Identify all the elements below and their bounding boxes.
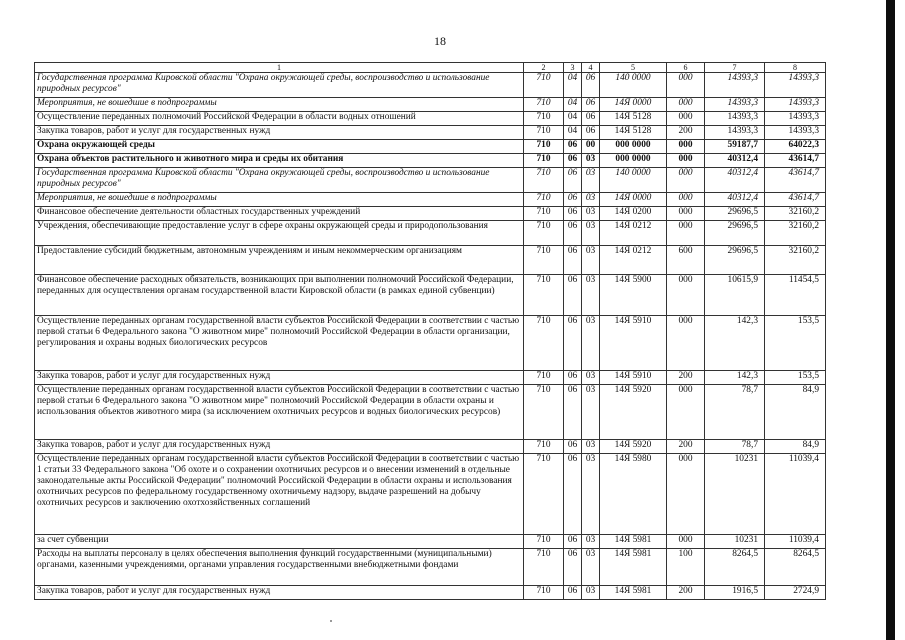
row-amount-year1-cell: 8264,5 (705, 549, 765, 586)
row-expense-type-cell: 000 (667, 535, 705, 549)
table-row (35, 73, 826, 98)
row-code-cell: 710 (524, 586, 564, 600)
row-section-cell: 06 (564, 454, 582, 535)
row-name-cell: Закупка товаров, работ и услуг для государственных нужд (35, 126, 524, 140)
row-amount-year1-cell: 10231 (705, 454, 765, 535)
header-cell: 4 (582, 63, 600, 73)
row-amount-year1-cell: 40312,4 (705, 193, 765, 207)
row-amount-year1-cell: 29696,5 (705, 207, 765, 221)
row-name-cell: Охрана объектов растительного и животного мира и среды их обитания (35, 154, 524, 168)
scan-edge-shadow (886, 0, 895, 640)
row-article-cell: 14Я 5981 (600, 535, 667, 549)
table-row (35, 246, 826, 275)
row-subsection-cell: 03 (582, 454, 600, 535)
row-section-cell: 06 (564, 385, 582, 440)
row-section-cell: 06 (564, 440, 582, 454)
row-subsection-cell: 03 (582, 246, 600, 275)
row-code-cell: 710 (524, 371, 564, 385)
row-section-cell: 04 (564, 126, 582, 140)
row-subsection-cell: 06 (582, 98, 600, 112)
row-amount-year2-cell: 84,9 (765, 440, 826, 454)
row-amount-year1-cell: 29696,5 (705, 221, 765, 246)
row-name-cell: Учреждения, обеспечивающие предоставление услуг в сфере охраны окружающей среды и природопользования (35, 221, 524, 246)
table-row (35, 371, 826, 385)
row-article-cell: 14Я 5980 (600, 454, 667, 535)
row-section-cell: 04 (564, 73, 582, 98)
row-code-cell: 710 (524, 454, 564, 535)
row-subsection-cell: 03 (582, 154, 600, 168)
row-article-cell: 14Я 5981 (600, 586, 667, 600)
row-amount-year2-cell: 8264,5 (765, 549, 826, 586)
row-article-cell: 14Я 0000 (600, 193, 667, 207)
row-name-cell: Государственная программа Кировской области "Охрана окружающей среды, воспроизводство и использование природных ресурсов" (35, 73, 524, 98)
header-cell: 1 (35, 63, 524, 73)
row-section-cell: 06 (564, 316, 582, 371)
row-subsection-cell: 03 (582, 371, 600, 385)
row-subsection-cell: 03 (582, 385, 600, 440)
row-expense-type-cell: 000 (667, 275, 705, 316)
row-subsection-cell: 06 (582, 112, 600, 126)
row-amount-year2-cell: 43614,7 (765, 154, 826, 168)
row-article-cell: 14Я 5920 (600, 385, 667, 440)
row-subsection-cell: 03 (582, 440, 600, 454)
row-section-cell: 04 (564, 98, 582, 112)
row-code-cell: 710 (524, 154, 564, 168)
row-code-cell: 710 (524, 316, 564, 371)
row-expense-type-cell: 000 (667, 454, 705, 535)
row-amount-year1-cell: 59187,7 (705, 140, 765, 154)
row-amount-year2-cell: 153,5 (765, 316, 826, 371)
row-name-cell: Осуществление переданных полномочий Российской Федерации в области водных отношений (35, 112, 524, 126)
row-amount-year1-cell: 14393,3 (705, 112, 765, 126)
row-amount-year2-cell: 2724,9 (765, 586, 826, 600)
row-section-cell: 06 (564, 140, 582, 154)
row-amount-year2-cell: 32160,2 (765, 221, 826, 246)
scan-speck (330, 620, 332, 622)
row-name-cell: Финансовое обеспечение расходных обязательств, возникающих при выполнении полномочий Российской Федерации, переданных для осуществления органам государственной власти Кировской области (в рамках единой субвенции) (35, 275, 524, 316)
row-amount-year2-cell: 11039,4 (765, 454, 826, 535)
table-row (35, 126, 826, 140)
row-section-cell: 06 (564, 207, 582, 221)
row-amount-year1-cell: 14393,3 (705, 73, 765, 98)
row-section-cell: 06 (564, 535, 582, 549)
row-expense-type-cell: 600 (667, 246, 705, 275)
row-amount-year2-cell: 11039,4 (765, 535, 826, 549)
row-subsection-cell: 03 (582, 193, 600, 207)
row-amount-year2-cell: 14393,3 (765, 73, 826, 98)
row-section-cell: 06 (564, 221, 582, 246)
row-section-cell: 06 (564, 586, 582, 600)
row-article-cell: 14Я 5128 (600, 126, 667, 140)
row-amount-year2-cell: 14393,3 (765, 112, 826, 126)
row-code-cell: 710 (524, 246, 564, 275)
table-row (35, 168, 826, 193)
row-article-cell: 140 0000 (600, 73, 667, 98)
row-article-cell: 14Я 5910 (600, 371, 667, 385)
row-code-cell: 710 (524, 275, 564, 316)
table-row (35, 98, 826, 112)
row-name-cell: Мероприятия, не вошедшие в подпрограммы (35, 193, 524, 207)
header-cell: 7 (705, 63, 765, 73)
row-name-cell: Закупка товаров, работ и услуг для государственных нужд (35, 440, 524, 454)
row-article-cell: 14Я 0212 (600, 221, 667, 246)
table-row (35, 140, 826, 154)
row-code-cell: 710 (524, 73, 564, 98)
table-row (35, 207, 826, 221)
row-amount-year2-cell: 153,5 (765, 371, 826, 385)
row-article-cell: 14Я 5981 (600, 549, 667, 586)
row-article-cell: 14Я 0200 (600, 207, 667, 221)
row-expense-type-cell: 000 (667, 112, 705, 126)
row-amount-year1-cell: 40312,4 (705, 154, 765, 168)
row-expense-type-cell: 000 (667, 154, 705, 168)
table-row (35, 316, 826, 371)
row-code-cell: 710 (524, 193, 564, 207)
table-header-row (35, 63, 826, 73)
row-expense-type-cell: 000 (667, 140, 705, 154)
row-amount-year2-cell: 84,9 (765, 385, 826, 440)
header-cell: 5 (600, 63, 667, 73)
row-expense-type-cell: 000 (667, 168, 705, 193)
table-row (35, 112, 826, 126)
row-expense-type-cell: 200 (667, 371, 705, 385)
table-row (35, 154, 826, 168)
row-amount-year2-cell: 43614,7 (765, 168, 826, 193)
row-amount-year1-cell: 142,3 (705, 371, 765, 385)
row-amount-year1-cell: 14393,3 (705, 126, 765, 140)
row-subsection-cell: 03 (582, 549, 600, 586)
row-subsection-cell: 03 (582, 275, 600, 316)
row-section-cell: 06 (564, 275, 582, 316)
row-name-cell: Закупка товаров, работ и услуг для государственных нужд (35, 371, 524, 385)
row-subsection-cell: 03 (582, 221, 600, 246)
table-row (35, 440, 826, 454)
table-row (35, 549, 826, 586)
row-code-cell: 710 (524, 440, 564, 454)
row-article-cell: 140 0000 (600, 168, 667, 193)
row-article-cell: 000 0000 (600, 140, 667, 154)
row-amount-year1-cell: 78,7 (705, 440, 765, 454)
row-section-cell: 06 (564, 246, 582, 275)
row-name-cell: Предоставление субсидий бюджетным, автономным учреждениям и иным некоммерческим организациям (35, 246, 524, 275)
row-amount-year1-cell: 40312,4 (705, 168, 765, 193)
row-subsection-cell: 06 (582, 73, 600, 98)
row-subsection-cell: 03 (582, 316, 600, 371)
row-code-cell: 710 (524, 168, 564, 193)
row-section-cell: 04 (564, 112, 582, 126)
row-amount-year1-cell: 29696,5 (705, 246, 765, 275)
row-amount-year2-cell: 43614,7 (765, 193, 826, 207)
row-code-cell: 710 (524, 140, 564, 154)
row-amount-year2-cell: 32160,2 (765, 207, 826, 221)
table-row (35, 454, 826, 535)
row-code-cell: 710 (524, 221, 564, 246)
row-subsection-cell: 03 (582, 535, 600, 549)
row-name-cell: Финансовое обеспечение деятельности областных государственных учреждений (35, 207, 524, 221)
row-code-cell: 710 (524, 112, 564, 126)
row-section-cell: 06 (564, 371, 582, 385)
row-expense-type-cell: 000 (667, 221, 705, 246)
row-subsection-cell: 03 (582, 586, 600, 600)
row-subsection-cell: 03 (582, 168, 600, 193)
row-expense-type-cell: 200 (667, 440, 705, 454)
row-code-cell: 710 (524, 385, 564, 440)
row-expense-type-cell: 000 (667, 73, 705, 98)
table-row (35, 535, 826, 549)
row-name-cell: Мероприятия, не вошедшие в подпрограммы (35, 98, 524, 112)
row-amount-year2-cell: 32160,2 (765, 246, 826, 275)
row-expense-type-cell: 100 (667, 549, 705, 586)
row-subsection-cell: 03 (582, 207, 600, 221)
row-code-cell: 710 (524, 535, 564, 549)
row-amount-year2-cell: 64022,3 (765, 140, 826, 154)
row-name-cell: Закупка товаров, работ и услуг для государственных нужд (35, 586, 524, 600)
row-name-cell: Осуществление переданных органам государственной власти субъектов Российской Федерации в соответствии с частью первой статьи 6 Федерального закона "О животном мире" полномочий Российской Федерации в области охраны и использования объектов животного мира (за исключением охотничьих ресурсов и водных биологических ресурсов) (35, 385, 524, 440)
header-cell: 3 (564, 63, 582, 73)
row-expense-type-cell: 000 (667, 385, 705, 440)
header-cell: 6 (667, 63, 705, 73)
row-section-cell: 06 (564, 168, 582, 193)
row-article-cell: 14Я 5920 (600, 440, 667, 454)
row-code-cell: 710 (524, 549, 564, 586)
row-name-cell: Расходы на выплаты персоналу в целях обеспечения выполнения функций государственными (муниципальными) органами, казенными учреждениями, органами управления государственными внебюджетными фондами (35, 549, 524, 586)
row-amount-year2-cell: 11454,5 (765, 275, 826, 316)
row-section-cell: 06 (564, 154, 582, 168)
row-code-cell: 710 (524, 98, 564, 112)
row-section-cell: 06 (564, 549, 582, 586)
table-row (35, 275, 826, 316)
row-article-cell: 14Я 0000 (600, 98, 667, 112)
row-expense-type-cell: 200 (667, 586, 705, 600)
row-amount-year1-cell: 142,3 (705, 316, 765, 371)
row-article-cell: 14Я 0212 (600, 246, 667, 275)
row-name-cell: Охрана окружающей среды (35, 140, 524, 154)
row-article-cell: 14Я 5900 (600, 275, 667, 316)
table-row (35, 221, 826, 246)
row-amount-year1-cell: 1916,5 (705, 586, 765, 600)
row-expense-type-cell: 200 (667, 126, 705, 140)
row-amount-year1-cell: 10615,9 (705, 275, 765, 316)
budget-table (34, 62, 826, 600)
table-row (35, 193, 826, 207)
row-amount-year1-cell: 10231 (705, 535, 765, 549)
row-code-cell: 710 (524, 207, 564, 221)
row-expense-type-cell: 000 (667, 98, 705, 112)
row-amount-year1-cell: 78,7 (705, 385, 765, 440)
row-expense-type-cell: 000 (667, 207, 705, 221)
row-expense-type-cell: 000 (667, 193, 705, 207)
table-row (35, 586, 826, 600)
row-article-cell: 000 0000 (600, 154, 667, 168)
header-cell: 2 (524, 63, 564, 73)
row-amount-year2-cell: 14393,3 (765, 126, 826, 140)
table-row (35, 385, 826, 440)
row-section-cell: 06 (564, 193, 582, 207)
row-amount-year1-cell: 14393,3 (705, 98, 765, 112)
row-subsection-cell: 00 (582, 140, 600, 154)
row-article-cell: 14Я 5910 (600, 316, 667, 371)
row-article-cell: 14Я 5128 (600, 112, 667, 126)
header-cell: 8 (765, 63, 826, 73)
row-subsection-cell: 06 (582, 126, 600, 140)
row-name-cell: Государственная программа Кировской области "Охрана окружающей среды, воспроизводство и использование природных ресурсов" (35, 168, 524, 193)
row-name-cell: Осуществление переданных органам государственной власти субъектов Российской Федерации в соответствии с частью первой статьи 6 Федерального закона "О животном мире" полномочий Российской Федерации в области организации, регулирования и охраны водных биологических ресурсов (35, 316, 524, 371)
row-code-cell: 710 (524, 126, 564, 140)
row-name-cell: за счет субвенции (35, 535, 524, 549)
row-amount-year2-cell: 14393,3 (765, 98, 826, 112)
row-name-cell: Осуществление переданных органам государственной власти субъектов Российской Федерации в соответствии с частью 1 статьи 33 Федерального закона "Об охоте и о сохранении охотничьих ресурсов и о внесении изменений в отдельные законодательные акты Российской Федерации" полномочий Российской Федерации в области охраны и использования охотничьих ресурсов по федеральному государственному охотничьему надзору, выдаче разрешений на добычу охотничьих ресурсов и заключению охотхозяйственных соглашений (35, 454, 524, 535)
page-number: 18 (434, 34, 446, 48)
row-expense-type-cell: 000 (667, 316, 705, 371)
